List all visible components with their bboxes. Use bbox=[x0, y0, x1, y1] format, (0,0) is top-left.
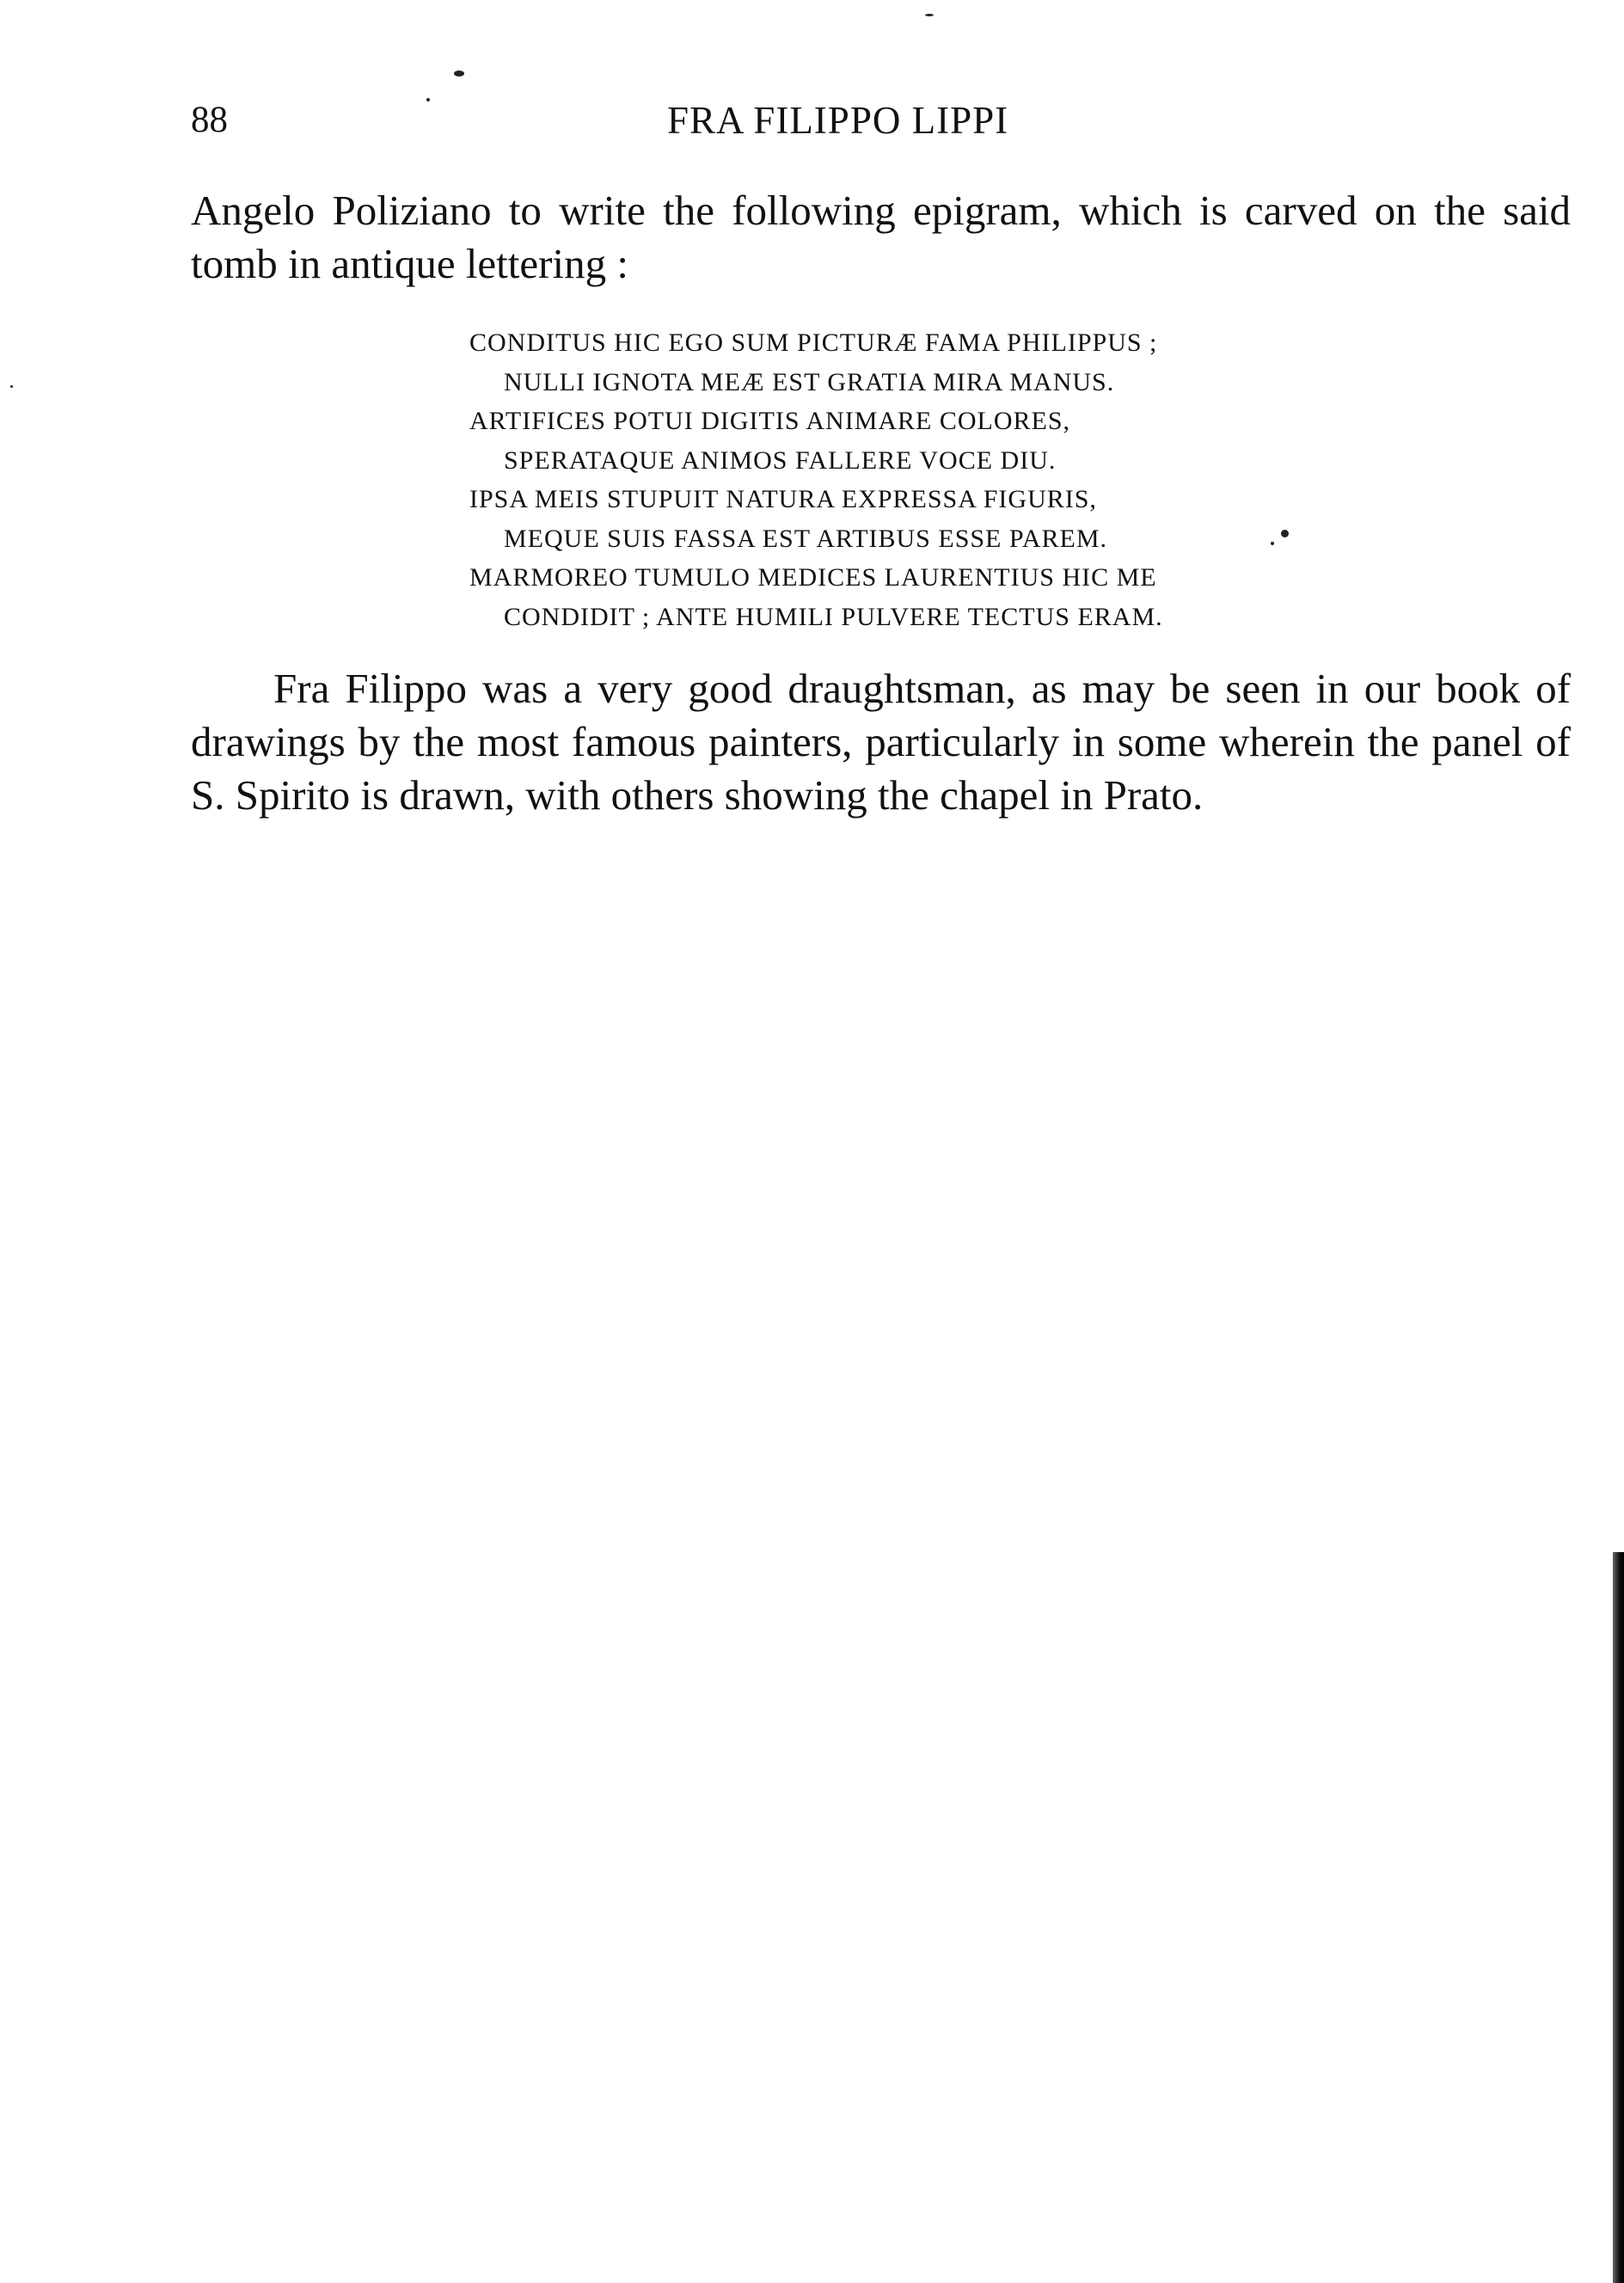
epigram-line: NULLI IGNOTA MEÆ EST GRATIA MIRA MANUS. bbox=[504, 367, 1115, 396]
running-title: FRA FILIPPO LIPPI bbox=[667, 99, 1009, 142]
page-edge-shadow bbox=[1613, 1552, 1624, 2283]
epigram-line: CONDITUS HIC EGO SUM PICTURÆ FAMA PHILIPPUS ; bbox=[469, 328, 1158, 357]
scan-speck bbox=[1271, 542, 1274, 545]
scan-speck bbox=[426, 98, 430, 101]
paragraph-intro: Angelo Poliziano to write the following epigram, which is carved on the said tomb in antique lettering : bbox=[191, 187, 1571, 287]
scan-speck bbox=[1281, 530, 1289, 537]
epigram-line: CONDIDIT ; ANTE HUMILI PULVERE TECTUS ERAM. bbox=[504, 602, 1163, 631]
scan-speck bbox=[454, 71, 464, 77]
scan-speck bbox=[925, 14, 934, 16]
epigram-line: ARTIFICES POTUI DIGITIS ANIMARE COLORES, bbox=[469, 407, 1071, 435]
epigram-line: MEQUE SUIS FASSA EST ARTIBUS ESSE PAREM. bbox=[504, 524, 1107, 553]
scan-speck bbox=[10, 385, 13, 388]
epigram-line: MARMOREO TUMULO MEDICES LAURENTIUS HIC ME bbox=[469, 563, 1157, 592]
paragraph-draughtsman: Fra Filippo was a very good draughtsman, as may be seen in our book of drawings by the most famous painters, particularly in some wherein the panel of S. Spirito is drawn, with others showing the chapel in Prato. bbox=[191, 665, 1571, 819]
page-number: 88 bbox=[191, 100, 228, 140]
epigram-line: SPERATAQUE ANIMOS FALLERE VOCE DIU. bbox=[504, 445, 1057, 475]
epigram bbox=[469, 323, 1329, 636]
epigram-line: IPSA MEIS STUPUIT NATURA EXPRESSA FIGURIS, bbox=[469, 485, 1097, 513]
